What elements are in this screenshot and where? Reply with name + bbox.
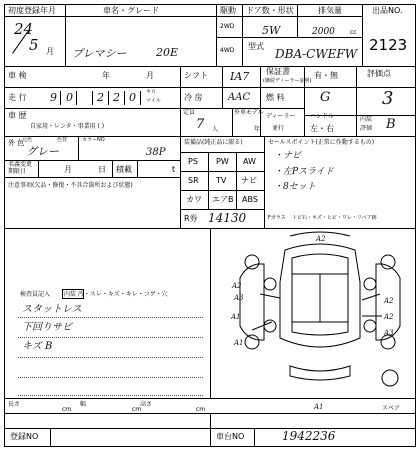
month-label: 月 bbox=[46, 47, 54, 56]
notes-label: 注意事項(欠品・修復・不具合箇所および状態) bbox=[8, 182, 133, 189]
diagram-mark-1: A2 bbox=[316, 235, 326, 243]
length-unit: cm bbox=[62, 406, 72, 413]
model-type-label: 型式 bbox=[248, 42, 264, 51]
reg-no-label: 登録NO bbox=[10, 432, 39, 441]
equip-navi: ナビ bbox=[241, 176, 257, 185]
window-options: トビ石・キズ・ヒビ・ワレ・リペア跡 bbox=[292, 215, 377, 221]
dealer-value: 並行 bbox=[272, 125, 285, 132]
color-replace: 色替 bbox=[57, 137, 68, 143]
warranty-sub: (継続ディーラー証明) bbox=[263, 78, 312, 84]
handle-value: 左・右 bbox=[310, 124, 334, 133]
color-label: 外 色 bbox=[8, 139, 25, 147]
equip-sr: SR bbox=[188, 176, 199, 185]
hw-month: 5 bbox=[29, 36, 39, 54]
color-no-label: カラーNO bbox=[82, 137, 105, 143]
hw-mileage-digit-1: 9 bbox=[50, 91, 57, 104]
interior-marker bbox=[62, 289, 84, 299]
inspection-month: 月 bbox=[146, 71, 154, 80]
rating-label: 評価点 bbox=[367, 69, 391, 78]
hw-year: 24 bbox=[14, 20, 34, 38]
hw-shift: IA7 bbox=[230, 70, 250, 83]
hw-car-name: プレマシー bbox=[72, 47, 127, 60]
history-options: 自家用・レンタ・事業用 ( ) bbox=[30, 123, 105, 130]
name-change-label: 名義変更 bbox=[8, 161, 33, 168]
drive-2wd: 2WD bbox=[220, 23, 235, 30]
interior-label: 内装 bbox=[360, 116, 373, 123]
hw-displacement: 2000 bbox=[312, 27, 335, 37]
hw-mileage-digit-3: 2 bbox=[97, 91, 104, 104]
chassis-label: 車台NO bbox=[216, 432, 245, 441]
hw-option-1: ・ナビ bbox=[274, 151, 302, 161]
mileage-label: 走 行 bbox=[8, 93, 27, 102]
lot-label: 出品NO. bbox=[372, 6, 403, 15]
hw-ac: AAC bbox=[228, 92, 251, 103]
hw-grade: 20E bbox=[156, 46, 179, 59]
warranty-yes-no: 有・無 bbox=[314, 71, 338, 80]
hw-mileage-digit-4: 2 bbox=[113, 91, 120, 104]
dealer-label: ディーラー bbox=[266, 113, 296, 120]
shift-label: シフト bbox=[184, 71, 208, 80]
handle-label: ハンドル bbox=[310, 113, 335, 120]
hw-color-no: 38P bbox=[146, 147, 166, 158]
hw-mileage-digit-2: 0 bbox=[66, 91, 73, 104]
drive-label: 駆動 bbox=[220, 6, 236, 15]
diagram-mark-3: A3 bbox=[234, 294, 244, 302]
hw-model-code: DBA-CWEFW bbox=[275, 47, 358, 61]
model-year-label: 外車モデル bbox=[234, 109, 264, 116]
equip-pw: PW bbox=[216, 157, 229, 166]
hw-remark-1: スタットレス bbox=[22, 304, 82, 315]
sales-point-label: セールスポイント(正常に作動するもの) bbox=[268, 139, 375, 146]
name-change-day: 日 bbox=[98, 165, 106, 174]
fuel-label: 燃 料 bbox=[266, 93, 285, 102]
hw-interior-grade: B bbox=[386, 117, 396, 132]
equip-airbag: エアB bbox=[212, 195, 234, 204]
diagram-mark-2: A2 bbox=[232, 282, 242, 290]
equip-ps: PS bbox=[188, 157, 198, 166]
first-reg-label: 初度登録年月 bbox=[8, 6, 56, 15]
ton-label: t bbox=[172, 165, 176, 174]
hw-color: グレー bbox=[26, 145, 59, 158]
name-change-month: 月 bbox=[64, 165, 72, 174]
displacement-label: 排気量 bbox=[318, 6, 342, 15]
model-year-unit: 年 bbox=[254, 126, 261, 133]
equip-leather: カワ bbox=[186, 195, 202, 204]
cc-label: cc bbox=[350, 29, 357, 36]
capacity-label: 定員 bbox=[183, 109, 196, 116]
window-glass: Fガラス bbox=[268, 215, 286, 221]
diagram-mark-6: A2 bbox=[384, 313, 394, 321]
interior-sub: 評価 bbox=[360, 125, 373, 132]
history-label: 車 歴 bbox=[8, 111, 27, 120]
diagram-mark-9: A1 bbox=[314, 403, 324, 411]
hw-option-3: ・8セット bbox=[274, 182, 316, 192]
hw-fuel: G bbox=[320, 90, 331, 105]
diagram-mark-4: A1 bbox=[231, 313, 241, 321]
inspector-options: 内装 汚・スレ・キズ・キレ・コゲ・穴 bbox=[64, 291, 168, 298]
equip-abs: ABS bbox=[242, 195, 258, 204]
model-grade-label: 車名・グレード bbox=[103, 6, 159, 15]
height-unit: cm bbox=[196, 406, 206, 413]
width-unit: cm bbox=[132, 406, 142, 413]
diagram-mark-7: A3 bbox=[384, 329, 394, 337]
drive-4wd: 4WD bbox=[220, 47, 235, 54]
equipment-label: 装備品(純正品に限る) bbox=[184, 139, 243, 146]
hw-r-cert: 14130 bbox=[208, 211, 247, 225]
ac-label: 冷 房 bbox=[184, 93, 203, 102]
mileage-unit-km: キロ bbox=[146, 89, 157, 95]
length-label: 長さ bbox=[8, 401, 21, 408]
accumulation-label: 積載 bbox=[116, 165, 132, 174]
car-diagram bbox=[230, 230, 410, 398]
inspection-label: 車 検 bbox=[8, 71, 27, 80]
capacity-unit: 人 bbox=[212, 126, 219, 133]
hw-chassis-no: 1942236 bbox=[282, 429, 336, 443]
height-label: 高さ bbox=[140, 401, 153, 408]
hw-mileage-digit-5: 0 bbox=[129, 91, 136, 104]
equip-aw: AW bbox=[243, 157, 256, 166]
hw-remark-2: 下回りサビ bbox=[22, 322, 72, 333]
mileage-unit-mile: マイル bbox=[146, 98, 161, 104]
hw-doors: 5W bbox=[262, 24, 281, 37]
hw-option-2: ・左Pスライド bbox=[274, 167, 334, 177]
diagram-mark-5: A2 bbox=[384, 297, 394, 305]
door-shape-label: ドア数・形状 bbox=[246, 6, 294, 15]
equip-tv: TV bbox=[216, 176, 227, 185]
name-change-sub: 期限日 bbox=[8, 168, 27, 175]
hw-capacity: 7 bbox=[196, 117, 205, 132]
diagram-mark-8: A1 bbox=[234, 339, 244, 347]
r-cert-label: R券 bbox=[184, 214, 198, 223]
inspection-year: 年 bbox=[102, 71, 110, 80]
hw-score: 3 bbox=[382, 88, 394, 109]
width-label: 幅 bbox=[80, 401, 87, 408]
color-orig: 元色 bbox=[22, 137, 33, 143]
warranty-label: 保証書 bbox=[266, 67, 290, 76]
spare-label: スペア bbox=[382, 405, 401, 412]
inspector-label: 検査員記入 bbox=[20, 291, 51, 298]
hw-remark-3: キズ B bbox=[22, 341, 53, 352]
lot-number: 2123 bbox=[369, 36, 408, 54]
